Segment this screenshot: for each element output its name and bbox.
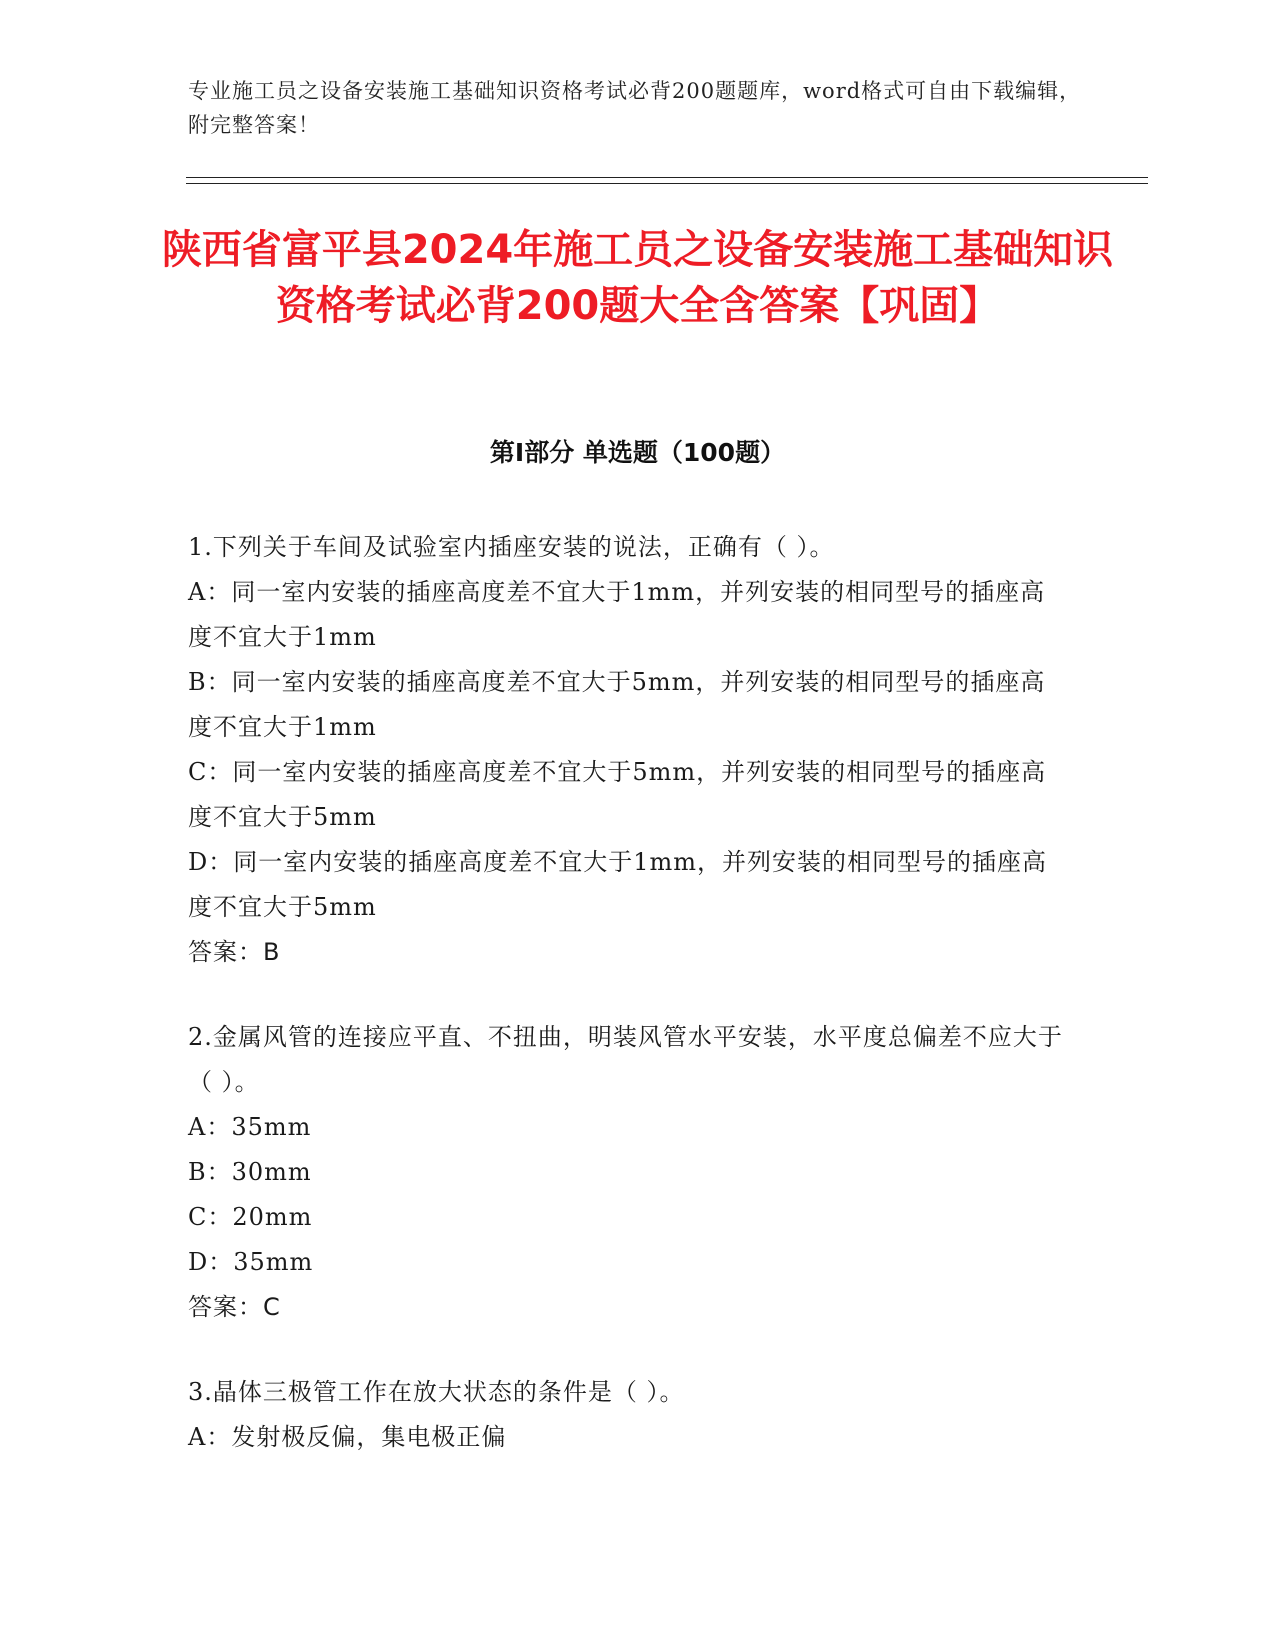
option-c: C：同一室内安装的插座高度差不宜大于5mm，并列安装的相同型号的插座高度不宜大于5mm [188, 758, 1047, 831]
question-stem: 2.金属风管的连接应平直、不扭曲，明装风管水平安装，水平度总偏差不应大于（ ）。 [188, 1023, 1063, 1096]
question-stem: 3.晶体三极管工作在放大状态的条件是（ ）。 [188, 1378, 685, 1406]
question-3 [188, 1370, 1068, 1460]
option-b: B：同一室内安装的插座高度差不宜大于5mm，并列安装的相同型号的插座高度不宜大于1mm [188, 668, 1046, 741]
option-a: A：35mm [188, 1113, 312, 1141]
question-2 [188, 1015, 1068, 1330]
question-list [188, 525, 1068, 1500]
question-1 [188, 525, 1068, 975]
answer: 答案：B [188, 938, 281, 966]
section-title: 第Ⅰ部分 单选题（100题） [489, 438, 786, 467]
header-rule-bottom [186, 183, 1148, 184]
option-d: D：35mm [188, 1248, 314, 1276]
document-title: 陕西省富平县2024年施工员之设备安装施工基础知识资格考试必背200题大全含答案【巩固】 [161, 227, 1114, 329]
question-stem: 1.下列关于车间及试验室内插座安装的说法，正确有（ ）。 [188, 533, 835, 561]
option-a: A：同一室内安装的插座高度差不宜大于1mm，并列安装的相同型号的插座高度不宜大于1mm [188, 578, 1046, 651]
answer: 答案：C [188, 1293, 281, 1321]
header-rule-top [186, 177, 1148, 178]
option-c: C：20mm [188, 1203, 313, 1231]
header-note: 专业施工员之设备安装施工基础知识资格考试必背200题题库，word格式可自由下载编辑，附完整答案！ [188, 79, 1082, 137]
option-d: D：同一室内安装的插座高度差不宜大于1mm，并列安装的相同型号的插座高度不宜大于5mm [188, 848, 1048, 921]
option-a: A：发射极反偏，集电极正偏 [188, 1423, 507, 1451]
option-b: B：30mm [188, 1158, 312, 1186]
